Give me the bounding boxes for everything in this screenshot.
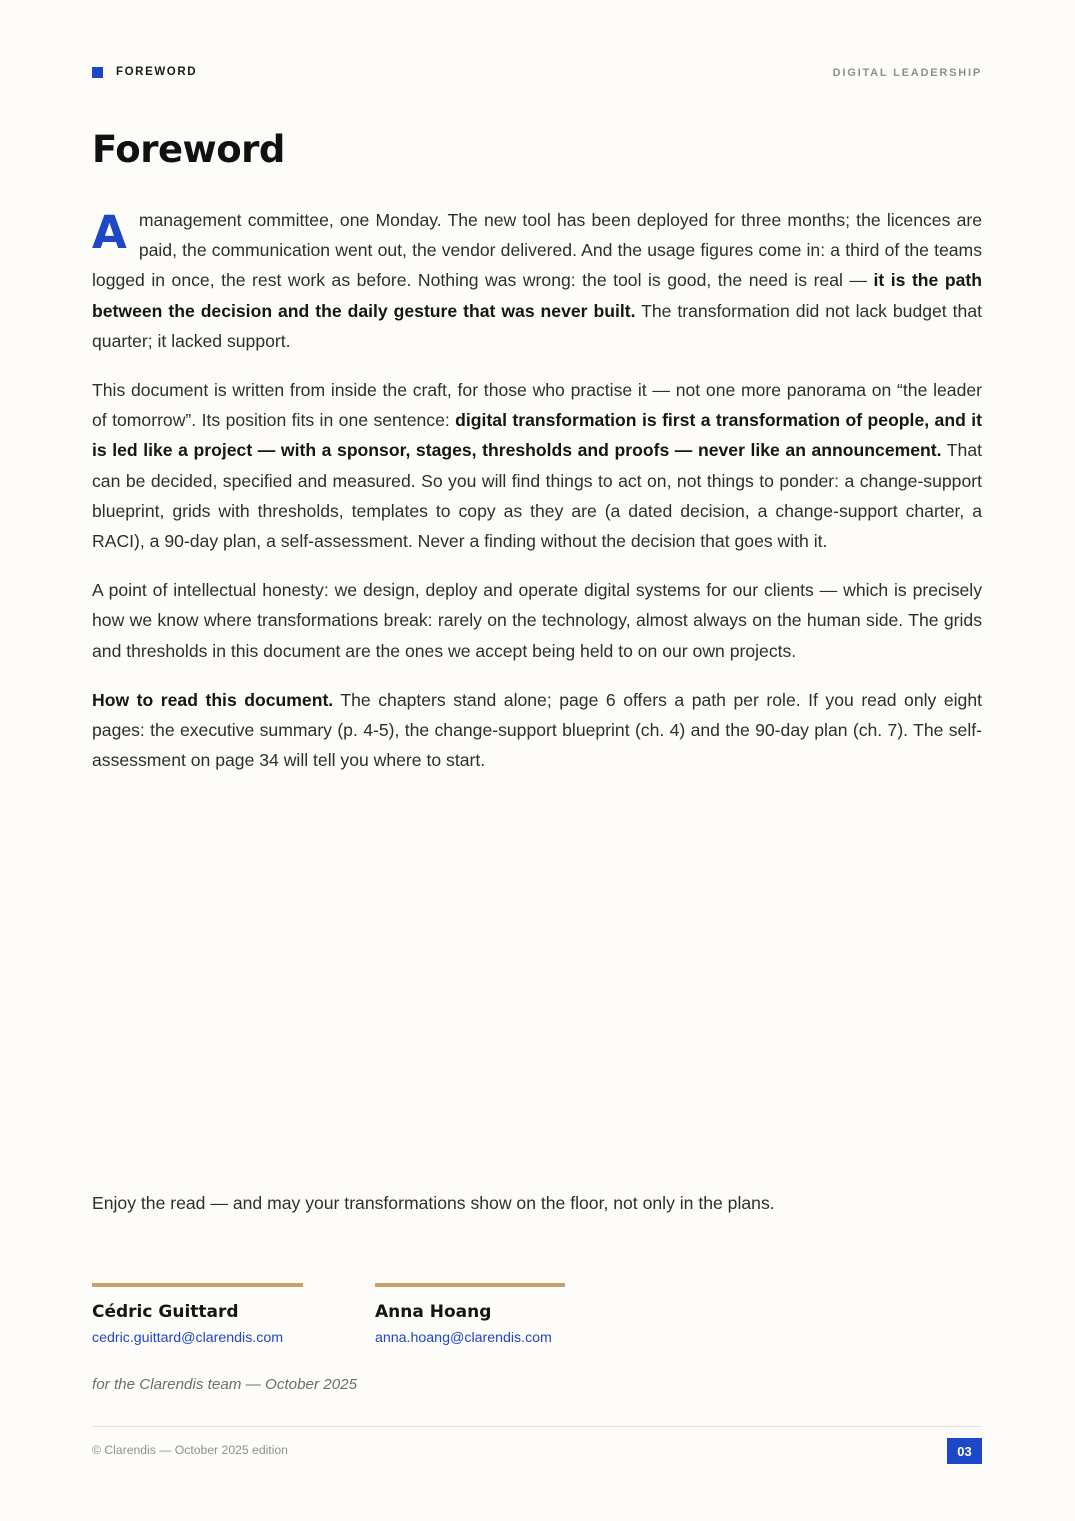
foreword-body [92, 205, 982, 794]
paragraph-2-text-b: That can be decided, specified and measured. So you will find things to act on, not things to ponder: a change-support blueprint, grids with thresholds, templates to copy as they are (a dated decision, a change-support charter, a RACI), a 90-day plan, a self-assessment. Never a finding without the decision that goes with it. [92, 440, 982, 552]
signatory-name: Cédric Guittard [92, 1302, 239, 1322]
paragraph-1-text-a: management committee, one Monday. The new tool has been deployed for three months; the licences are paid, the communication went out, the vendor delivered. And the usage figures come in: a third of the teams logged in once, the rest work as before. Nothing was wrong: the tool is good, the need is real — [92, 210, 982, 291]
closing-line: Enjoy the read — and may your transformations show on the floor, not only in the plans. [92, 1193, 775, 1213]
paragraph-4-text: The chapters stand alone; page 6 offers a path per role. If you read only eight pages: the executive summary (p. 4-5), the change-support blueprint (ch. 4) and the 90-day plan (ch. 7). The self-assessment on page 34 will tell you where to start. [92, 689, 982, 771]
signatory-name: Anna Hoang [375, 1302, 492, 1322]
section-label: FOREWORD [116, 66, 198, 78]
signature-block [92, 1283, 303, 1346]
paragraph-1-text-b: The transformation did not lack budget that quarter; it lacked support. [92, 300, 982, 351]
drop-cap: A [92, 206, 127, 259]
signature-rule [375, 1283, 565, 1287]
paragraph-4 [92, 685, 982, 776]
paragraph-2-emphasis: digital transformation is first a transformation of people, and it is led like a project — with a sponsor, stages, thresholds and proofs — never like an announcement. [92, 410, 982, 461]
paragraph-2 [92, 375, 982, 556]
paragraph-2-text-a: This document is written from inside the craft, for those who practise it — not one more panorama on “the leader of tomorrow”. Its position fits in one sentence: [92, 380, 982, 431]
section-tag [92, 66, 197, 78]
page-number-badge: 03 [947, 1438, 982, 1464]
signatory-email-link[interactable]: cedric.guittard@clarendis.com [92, 1330, 284, 1346]
paragraph-1 [92, 205, 982, 356]
footer-divider [92, 1426, 982, 1427]
sign-off: for the Clarendis team — October 2025 [92, 1376, 358, 1393]
paragraph-3 [92, 575, 982, 666]
footer-copyright: © Clarendis — October 2025 edition [92, 1443, 288, 1457]
running-header [92, 66, 982, 82]
page-title: Foreword [92, 128, 285, 171]
signatory-email-link[interactable]: anna.hoang@clarendis.com [375, 1330, 552, 1346]
document-page [92, 0, 982, 1521]
signature-block [375, 1283, 565, 1346]
series-label: DIGITAL LEADERSHIP [832, 67, 982, 79]
paragraph-1-emphasis: it is the path between the decision and the daily gesture that was never built. [92, 270, 982, 321]
blue-square-icon [92, 67, 103, 78]
paragraph-4-lead: How to read this document. [92, 689, 334, 710]
paragraph-3-text: A point of intellectual honesty: we design, deploy and operate digital systems for our clients — which is precisely how we know where transformations break: rarely on the technology, almost always on the human side. The grids and thresholds in this document are the ones we accept being held to on our own projects. [92, 580, 982, 661]
signature-rule [92, 1283, 303, 1287]
